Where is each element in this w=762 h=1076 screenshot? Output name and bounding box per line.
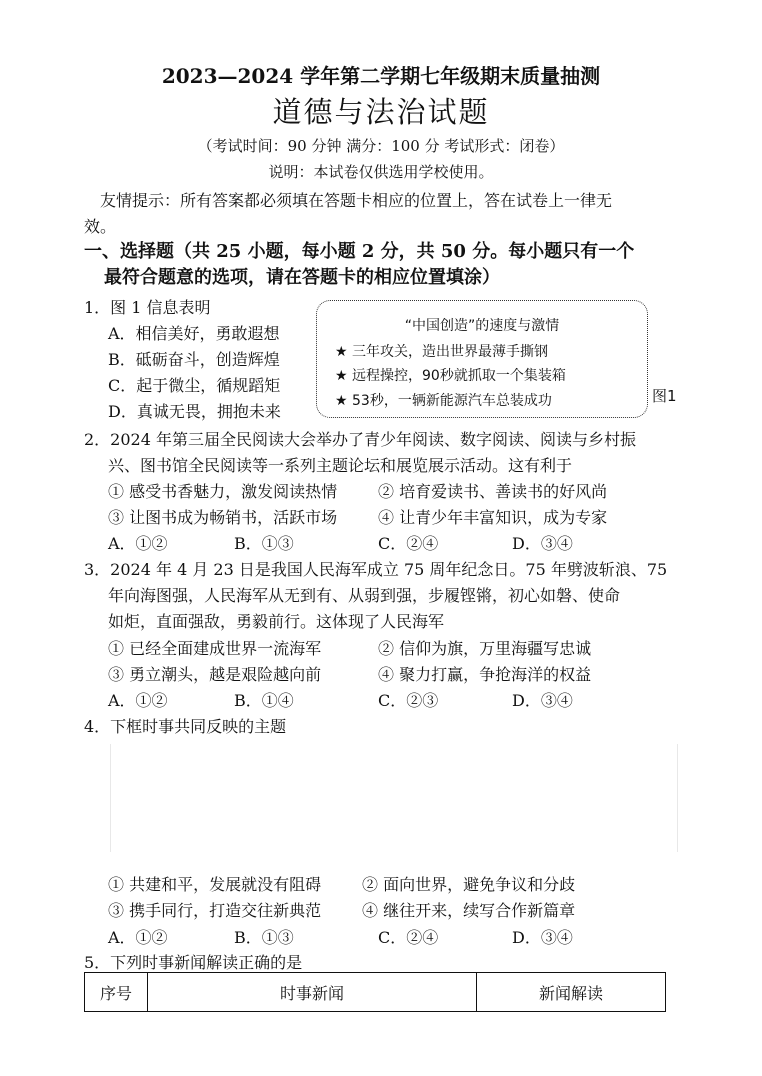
q2-item-2: ② 培育爱读书、善读书的好风尚	[378, 482, 608, 501]
q3-stem-line-2: 年向海图强，人民海军从无到有、从弱到强，步履铿锵，初心如磐、使命	[108, 586, 621, 605]
q4-choice-c: C．②④	[378, 928, 439, 947]
q2-choice-c: C．②④	[378, 534, 439, 553]
q1-box-line-1: ★ 三年攻关，造出世界最薄手撕钢	[335, 344, 549, 360]
table-row	[85, 973, 666, 1012]
q1-option-a: A．相信美好，勇敢遐想	[108, 324, 280, 343]
q3-choice-d: D．③④	[512, 691, 573, 710]
q3-stem-line-1: 3．2024 年 4 月 23 日是我国人民海军成立 75 周年纪念日。75 年劈波斩浪、75	[84, 560, 668, 579]
exam-title: 2023—2024 学年第二学期七年级期末质量抽测	[161, 64, 601, 88]
figure-label: 图1	[652, 387, 677, 405]
q4-item-3: ③ 携手同行，打造交往新典范	[108, 901, 322, 920]
q1-info-box	[316, 300, 648, 418]
q3-item-4: ④ 聚力打赢，争抢海洋的权益	[378, 665, 592, 684]
friendly-tip	[84, 188, 684, 240]
q2-item-1: ① 感受书香魅力，激发阅读热情	[108, 482, 338, 501]
table-header-news: 时事新闻	[148, 973, 477, 1012]
q4-item-1: ① 共建和平，发展就没有阻碍	[108, 875, 322, 894]
section-heading	[84, 239, 634, 291]
q3-choice-b: B．①④	[234, 691, 294, 710]
q2-item-4: ④ 让青少年丰富知识，成为专家	[378, 508, 608, 527]
q1-box-line-2: ★ 远程操控，90秒就抓取一个集装箱	[335, 368, 566, 384]
q2-stem-line-2: 兴、图书馆全民阅读等一系列主题论坛和展览展示活动。这有利于	[108, 456, 573, 475]
q2-item-3: ③ 让图书成为畅销书，活跃市场	[108, 508, 338, 527]
q1-stem: 1．图 1 信息表明	[84, 298, 211, 317]
q2-stem-line-1: 2．2024 年第三届全民阅读大会举办了青少年阅读、数字阅读、阅读与乡村振	[84, 430, 636, 449]
q4-item-4: ④ 继往开来，续写合作新篇章	[362, 901, 576, 920]
q4-item-2: ② 面向世界，避免争议和分歧	[362, 875, 576, 894]
q1-option-b: B．砥砺奋斗，创造辉煌	[108, 350, 280, 369]
tip-line-1: 友情提示：所有答案都必须填在答题卡相应的位置上，答在试卷上一律无	[100, 191, 613, 210]
q4-stem: 4．下框时事共同反映的主题	[84, 717, 287, 736]
section-heading-line-1: 一、选择题（共 25 小题，每小题 2 分，共 50 分。每小题只有一个	[84, 241, 635, 262]
q2-choice-b: B．①③	[234, 534, 294, 553]
q1-box-title: “中国创造”的速度与激情	[404, 318, 560, 334]
exam-note: 说明：本试卷仅供选用学校使用。	[268, 163, 494, 181]
q3-item-2: ② 信仰为旗，万里海疆写忠诚	[378, 639, 592, 658]
q4-news-box	[110, 744, 678, 852]
tip-line-2: 效。	[84, 217, 117, 236]
q4-choice-d: D．③④	[512, 928, 573, 947]
q4-choice-a: A．①②	[108, 928, 168, 947]
q1-box-line-3: ★ 53秒，一辆新能源汽车总装成功	[335, 393, 552, 409]
exam-meta: （考试时间：90 分钟 满分：100 分 考试形式：闭卷）	[197, 137, 565, 155]
section-heading-line-2: 最符合题意的选项，请在答题卡的相应位置填涂）	[104, 267, 500, 288]
q3-choice-a: A．①②	[108, 691, 168, 710]
q1-option-d: D．真诚无畏，拥抱未来	[108, 402, 281, 421]
q3-item-3: ③ 勇立潮头，越是艰险越向前	[108, 665, 322, 684]
table-header-interpretation: 新闻解读	[477, 973, 666, 1012]
q2-choice-d: D．③④	[512, 534, 573, 553]
q5-news-table	[84, 972, 666, 1012]
subject-title: 道德与法治试题	[272, 95, 490, 129]
q1-option-c: C．起于微尘，循规蹈矩	[108, 376, 281, 395]
q3-item-1: ① 已经全面建成世界一流海军	[108, 639, 322, 658]
q3-stem-line-3: 如炬，直面强敌，勇毅前行。这体现了人民海军	[108, 612, 445, 631]
q3-choice-c: C．②③	[378, 691, 439, 710]
table-header-number: 序号	[85, 973, 148, 1012]
q5-stem: 5．下列时事新闻解读正确的是	[84, 953, 303, 972]
q4-choice-b: B．①③	[234, 928, 294, 947]
q2-choice-a: A．①②	[108, 534, 168, 553]
